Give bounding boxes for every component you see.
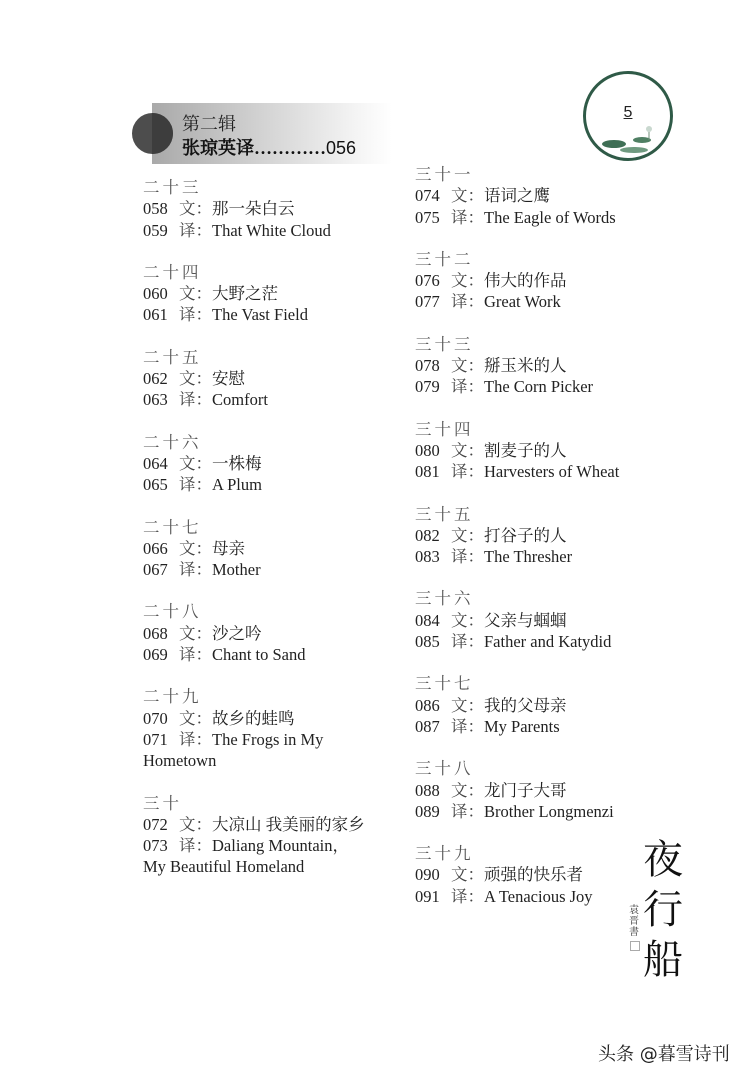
entry-type: 译： [451,207,484,227]
toc-entry[interactable] [415,440,619,461]
entry-type: 译： [451,377,484,397]
toc-group-heading: 二十六 [143,432,202,452]
toc-left-column [143,177,365,899]
page-number: 069 [143,645,168,665]
toc-entry[interactable] [143,623,365,644]
entry-title: 打谷子的人 [484,525,567,545]
entry-title: 大凉山 我美丽的家乡 [212,814,365,834]
toc-group-heading: 三十九 [415,844,474,864]
toc-entry[interactable] [143,368,365,389]
entry-type: 译： [179,475,212,495]
toc-entry[interactable] [143,389,365,410]
entry-type: 文： [451,271,484,291]
toc-group [415,758,619,822]
toc-group-heading: 二十三 [143,178,202,197]
entry-title: Father and Katydid [484,632,612,652]
page-number: 086 [415,695,440,715]
page-number: 085 [415,632,440,652]
toc-group-heading: 二十九 [143,687,202,707]
entry-type: 文： [451,440,484,460]
toc-group [143,686,365,771]
entry-title: 安慰 [212,369,245,389]
toc-group-heading: 三十一 [415,165,474,184]
entry-type: 文： [179,814,212,834]
page-number: 078 [415,356,440,376]
toc-entry[interactable] [143,835,365,856]
page-number: 082 [415,525,440,545]
entry-type: 文： [179,284,212,304]
page-number: 088 [415,780,440,800]
page-number: 076 [415,271,440,291]
toc-group [143,601,365,665]
page-number: 059 [143,220,168,240]
entry-title: Daliang Mountain， [212,836,350,856]
section-subtitle[interactable] [182,134,356,160]
page-number: 062 [143,369,168,389]
toc-entry[interactable] [415,864,619,885]
page-number: 060 [143,284,168,304]
entry-type: 译： [179,220,212,240]
entry-type: 译： [179,390,212,410]
toc-entry[interactable] [143,453,365,474]
entry-type: 文： [451,525,484,545]
entry-type: 译： [179,645,212,665]
toc-entry[interactable] [143,729,365,750]
page-number: 084 [415,610,440,630]
section-page-ref: 056 [326,138,357,158]
entry-title: Mother [212,560,261,580]
toc-entry[interactable] [415,355,619,376]
toc-group [415,334,619,398]
entry-title: My Parents [484,716,560,736]
leader-dots: ………… [254,138,326,158]
toc-entry[interactable] [415,631,619,652]
entry-title: Comfort [212,390,268,410]
toc-group [143,793,365,878]
page-number-badge [583,71,673,161]
toc-group-heading: 三十三 [415,334,474,354]
toc-group-heading: 三十四 [415,419,474,439]
entry-title: The Vast Field [212,305,308,325]
entry-title: 沙之吟 [212,623,262,643]
seal-stamp-icon [630,941,640,951]
page-number: 072 [143,814,168,834]
toc-group [415,419,619,483]
toc-entry[interactable] [143,474,365,495]
entry-type: 译： [451,716,484,736]
page-number: 087 [415,716,440,736]
entry-type: 文： [451,865,484,885]
toc-entry[interactable] [415,461,619,482]
page-number: 068 [143,623,168,643]
page-number: 065 [143,475,168,495]
page-number: 081 [415,462,440,482]
calligraphy-title: 夜行船 [643,837,683,983]
toc-group [415,843,619,907]
entry-type: 文： [451,695,484,715]
entry-type: 文： [451,186,484,206]
toc-entry[interactable] [415,716,619,737]
toc-entry[interactable] [143,559,365,580]
entry-title: 掰玉米的人 [484,356,567,376]
page-number: 074 [415,186,440,206]
toc-entry[interactable] [415,207,619,228]
entry-type: 文： [179,708,212,728]
entry-type: 译： [451,801,484,821]
entry-title: 大野之茫 [212,284,278,304]
toc-entry[interactable] [415,695,619,716]
toc-entry[interactable] [143,644,365,665]
entry-title: The Thresher [484,547,573,567]
entry-type: 译： [179,305,212,325]
page-number: 058 [143,199,168,219]
page-number: 071 [143,729,168,749]
entry-type: 文： [179,623,212,643]
page-number: 090 [415,865,440,885]
toc-group-heading: 二十四 [143,262,202,282]
entry-type: 译： [451,462,484,482]
toc-group [143,347,365,411]
toc-entry[interactable] [415,185,619,206]
toc-entry[interactable] [415,801,619,822]
calligraphy-signature [629,905,641,951]
toc-entry[interactable] [143,814,365,835]
entry-title: The Eagle of Words [484,207,616,227]
entry-type: 文： [451,610,484,630]
lotus-painting-icon [594,126,664,156]
entry-title: 割麦子的人 [484,440,567,460]
entry-title-continued: My Beautiful Homeland [143,857,305,877]
entry-title: 父亲与蝈蝈 [484,610,567,630]
entry-type: 译： [179,729,212,749]
toc-group-heading: 三十七 [415,674,474,694]
page-number: 083 [415,547,440,567]
toc-group-heading: 三十 [143,793,182,813]
section-title: 第二辑 [182,114,236,134]
entry-title: 母亲 [212,538,245,558]
toc-group [143,177,365,241]
toc-group [415,588,619,652]
entry-title: Brother Longmenzi [484,801,614,821]
toc-group-heading: 三十二 [415,249,474,269]
entry-title: Chant to Sand [212,645,306,665]
watermark: 头条 @暮雪诗刊 [598,1044,730,1065]
toc-right-column [415,164,619,928]
entry-title: Great Work [484,292,561,312]
toc-group [415,249,619,313]
page-number: 077 [415,292,440,312]
entry-title: 伟大的作品 [484,271,567,291]
translator-label: 张琼英译 [182,138,254,158]
entry-title: A Tenacious Joy [484,886,593,906]
toc-entry[interactable] [143,198,365,219]
entry-type: 文： [179,453,212,473]
toc-entry[interactable] [143,708,365,729]
entry-type: 文： [179,538,212,558]
page-number: 075 [415,207,440,227]
page-number: 064 [143,453,168,473]
toc-group [143,262,365,326]
toc-entry[interactable] [143,538,365,559]
page-number: 067 [143,560,168,580]
toc-group [143,432,365,496]
entry-title: A Plum [212,475,262,495]
toc-group [415,673,619,737]
toc-group-heading: 三十八 [415,759,474,779]
page-number: 080 [415,440,440,460]
toc-entry[interactable] [415,780,619,801]
toc-entry[interactable] [415,886,619,907]
toc-group-heading: 二十八 [143,602,202,622]
toc-group [415,164,619,228]
entry-title: That White Cloud [212,220,331,240]
toc-group-heading: 二十七 [143,517,202,537]
page-number: 066 [143,538,168,558]
entry-title: 那一朵白云 [212,199,295,219]
page-number: 089 [415,801,440,821]
toc-entry[interactable] [415,291,619,312]
entry-title: 语词之鹰 [484,186,550,206]
entry-title: 故乡的蛙鸣 [212,708,295,728]
page-number: 5 [623,104,633,121]
toc-entry[interactable] [415,270,619,291]
page-number: 073 [143,836,168,856]
toc-group [415,504,619,568]
page-number: 063 [143,390,168,410]
entry-type: 译： [179,560,212,580]
page-number: 091 [415,886,440,906]
toc-group-heading: 三十六 [415,589,474,609]
entry-title: The Frogs in My [212,729,324,749]
entry-title: 龙门子大哥 [484,780,567,800]
page-number: 061 [143,305,168,325]
toc-entry[interactable] [143,304,365,325]
toc-entry[interactable] [415,610,619,631]
entry-type: 译： [451,886,484,906]
entry-title: The Corn Picker [484,377,594,397]
page-number: 070 [143,708,168,728]
section-bullet-icon [132,113,173,154]
toc-group-heading: 二十五 [143,347,202,367]
page-number: 079 [415,377,440,397]
toc-entry[interactable] [143,220,365,241]
entry-type: 译： [179,836,212,856]
entry-title: 一株梅 [212,453,262,473]
toc-entry[interactable] [143,283,365,304]
entry-type: 文： [451,356,484,376]
entry-title: Harvesters of Wheat [484,462,620,482]
entry-title-continued: Hometown [143,751,217,771]
entry-type: 译： [451,632,484,652]
entry-type: 文： [179,199,212,219]
toc-group [143,517,365,581]
toc-entry[interactable] [415,376,619,397]
entry-type: 译： [451,547,484,567]
entry-title: 我的父母亲 [484,695,567,715]
entry-type: 译： [451,292,484,312]
entry-type: 文： [451,780,484,800]
entry-type: 文： [179,369,212,389]
toc-group-heading: 三十五 [415,504,474,524]
entry-title: 顽强的快乐者 [484,865,583,885]
signature-text: 袁晋書 [629,905,639,938]
toc-entry[interactable] [415,546,619,567]
toc-entry[interactable] [415,525,619,546]
